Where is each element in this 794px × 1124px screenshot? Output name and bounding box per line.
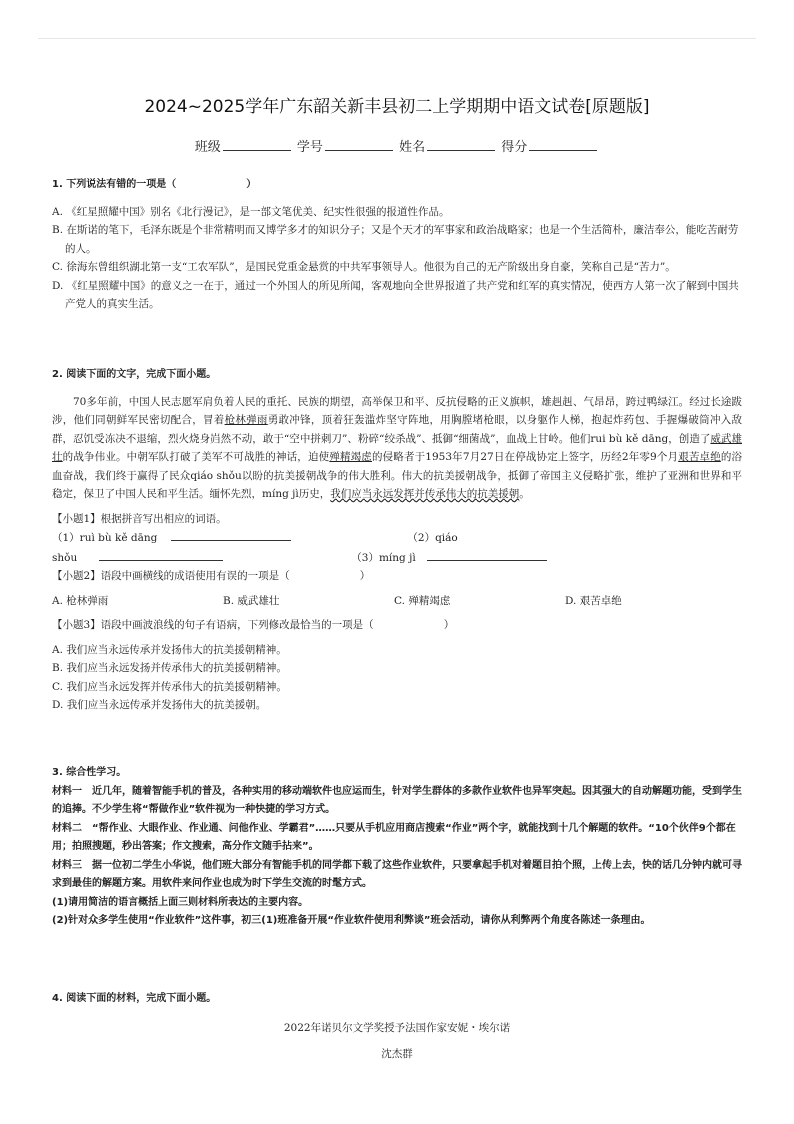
question-3 — [52, 764, 742, 931]
subquestion-2-options — [52, 592, 742, 611]
name-blank[interactable] — [427, 138, 495, 151]
q2-passage: 70多年前，中国人民志愿军肩负着人民的重托、民族的期望，高举保卫和平、反抗侵略的正义旗帜，雄赳赳、气昂昂，跨过鸭绿江。经过长途跋涉，他们同朝鲜军民密切配合，冒着枪林弹雨勇敢冲锋，顶着狂轰滥炸坚守阵地，用胸膛堵枪眼，以身躯作人梯，抱起炸药包、手握爆破筒冲入敌群，忍饥受冻决不退缩，烈火烧身岿然不动，敢于“空中拼刺刀”、粉碎“绞杀战”、抵御“细菌战”，血战上甘岭。他们rui bù kě dāng，创造了威武雄壮的战争伟业。中朝军队打破了美军不可战胜的神话，迫使殚精竭虑的侵略者于1953年7月27日在停战协定上签字，历经2年零9个月艰苦卓绝的浴血奋战，我们终于赢得了民众qiáo shǒu以盼的抗美援朝战争的伟大胜利。伟大的抗美援朝战争，抵御了帝国主义侵略扩张，维护了亚洲和世界和平稳定，保卫了中国人民和平生活。缅怀先烈，míng jì历史，我们应当永远发挥并传承伟大的抗美援朝。 — [52, 395, 743, 500]
sq3-option-c: C. 我们应当永远发挥并传承伟大的抗美援朝精神。 — [52, 680, 287, 693]
exam-title: 2024~2025学年广东韶关新丰县初二上学期期中语文试卷[原题版] — [144, 97, 650, 117]
sq2-option-b: B. 威武雄壮 — [223, 594, 280, 607]
sq2-option-c: C. 殚精竭虑 — [394, 594, 451, 607]
question-2-head: 2. 阅读下面的文字，完成下面小题。 — [52, 369, 217, 380]
task-2: (2)针对众多学生使用“作业软件”这件事，初三(1)班准备开展“作业软件使用利弊谈”班会活动，请你从利弊两个角度各陈述一条理由。 — [52, 915, 651, 926]
material-3: 材料三 据一位初二学生小华说，他们班大部分有智能手机的同学都下载了这些作业软件，只要拿起手机对着题目拍个照，上传上去，快的话几分钟内就可寻求到最佳的解题方案。用软件来问作业也成为时下学生交流的时髦方式。 — [52, 859, 742, 889]
sq2-option-a: A. 枪林弹雨 — [52, 594, 109, 607]
class-blank[interactable] — [223, 138, 291, 151]
name-label: 姓名 — [399, 140, 426, 155]
class-label: 班级 — [194, 140, 221, 155]
underlined-idiom-3: 殚精竭虑 — [329, 451, 372, 463]
question-4-head: 4. 阅读下面的材料，完成下面小题。 — [52, 993, 217, 1004]
score-blank[interactable] — [529, 138, 597, 151]
material-1: 材料一 近几年，随着智能手机的普及，各种实用的移动端软件也应运而生，针对学生群体的多款作业软件也异军突起。因其强大的自动解题功能，受到学生的追捧。不少学生将“帮做作业”软件视为一种快捷的学习方式。 — [52, 785, 742, 815]
q1-option-a: A. 《红星照耀中国》别名《北行漫记》，是一部文笔优美、纪实性很强的报道性作品。 — [52, 205, 450, 218]
student-info-line — [0, 136, 794, 155]
question-4 — [52, 990, 742, 1064]
question-2 — [52, 366, 742, 715]
subquestion-2: 【小题2】语段中画横线的成语使用有误的一项是（ ） — [52, 570, 371, 582]
answer-blank-1[interactable] — [171, 528, 291, 541]
subquestion-3: 【小题3】语段中画波浪线的句子有语病，下列修改最恰当的一项是（ ） — [52, 619, 455, 631]
q1-option-d: D. 《红星照耀中国》的意义之一在于，通过一个外国人的所见所闻，客观地向全世界报道了共产党和红军的真实情况，使西方人第一次了解到中国共产党人的真实生活。 — [52, 279, 739, 310]
wavy-sentence: 我们应当永远发挥并传承伟大的抗美援朝 — [330, 488, 520, 500]
article-author: 沈杰群 — [381, 1048, 413, 1060]
sq2-option-d: D. 艰苦卓绝 — [565, 594, 622, 607]
number-blank[interactable] — [325, 138, 393, 151]
answer-blank-2[interactable] — [99, 548, 223, 561]
sq3-option-a: A. 我们应当永远传承并发扬伟大的抗美援朝精神。 — [52, 643, 287, 656]
score-label: 得分 — [501, 140, 528, 155]
subquestion-1: 【小题1】根据拼音写出相应的词语。 — [52, 512, 227, 525]
top-divider — [38, 38, 756, 39]
sq3-option-d: D. 我们应当永远传承并发扬伟大的抗美援朝。 — [52, 699, 267, 711]
answer-blank-3[interactable] — [427, 548, 547, 561]
article-title: 2022年诺贝尔文学奖授予法国作家安妮・埃尔诺 — [283, 1021, 511, 1034]
subquestion-1-line-2: shǒu （3）míng jì — [52, 548, 742, 568]
q1-option-c: C. 徐海东曾组织湖北第一支“工农军队”，是国民党重金悬赏的中共军事领导人。他很为自己的无产阶级出身自豪，笑称自己是“苦力”。 — [52, 261, 676, 273]
question-3-head: 3. 综合性学习。 — [52, 767, 127, 778]
underlined-idiom-1: 枪林弹雨 — [224, 414, 268, 426]
q1-option-b: B. 在斯诺的笔下，毛泽东既是个非常精明而又博学多才的知识分子；又是个天才的军事家和政治战略家；也是一个生活简朴，廉洁奉公，能吃苦耐劳的人。 — [52, 224, 739, 255]
material-2: 材料二 “帮作业、大眼作业、作业通、问他作业、学霸君”……只要从手机应用商店搜索“作业”两个字，就能找到十几个解题的软件。“10个伙伴9个都在用；拍照搜题，秒出答案；作文搜索，高分作文随手拈来”。 — [52, 822, 736, 852]
underlined-idiom-4: 艰苦卓绝 — [678, 451, 721, 463]
task-1: (1)请用简洁的语言概括上面三则材料所表达的主要内容。 — [52, 896, 309, 908]
subquestion-1-line-1: （1）ruì bù kě dāng （2）qiáo — [52, 528, 742, 548]
question-1-head: 1. 下列说法有错的一项是（ ） — [52, 179, 257, 190]
question-1 — [52, 176, 742, 314]
underlined-idiom-2: 威武雄壮 — [52, 432, 743, 463]
sq3-option-b: B. 我们应当永远发扬并传承伟大的抗美援朝精神。 — [52, 662, 287, 674]
number-label: 学号 — [296, 140, 323, 155]
